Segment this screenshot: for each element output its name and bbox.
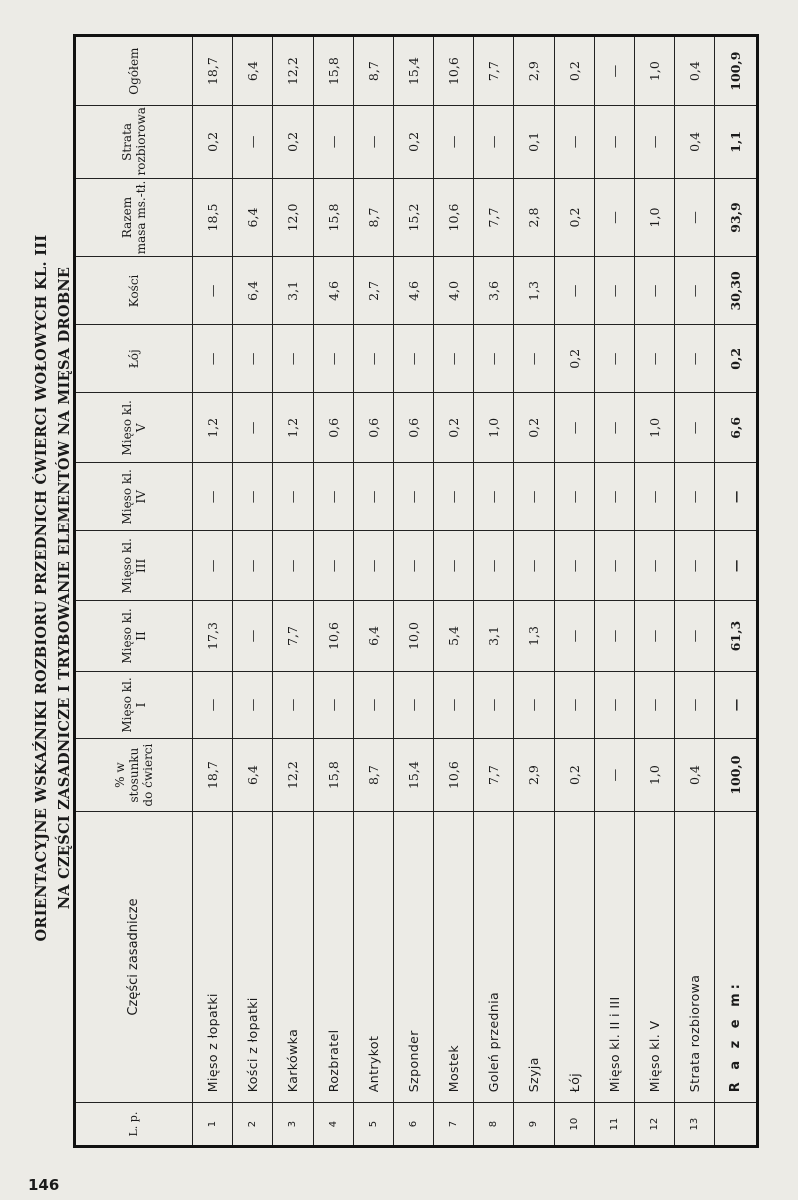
table-row: [554, 36, 594, 1147]
cell-k3: —: [273, 531, 313, 601]
row-name: Antrykot: [353, 811, 393, 1102]
total-kosci: 30,30: [715, 257, 758, 325]
total-row: [715, 36, 758, 1147]
cell-k2: —: [634, 601, 674, 671]
table-row: [193, 36, 233, 1147]
row-name: Goleń przednia: [474, 811, 514, 1102]
cell-k5: —: [233, 393, 273, 463]
cell-kosci: 4,6: [393, 257, 433, 325]
cell-k5: 1,0: [634, 393, 674, 463]
header-pct: % w stosunku do ćwierci: [75, 739, 193, 811]
total-pct: 100,0: [715, 739, 758, 811]
total-ogolem: 100,9: [715, 36, 758, 106]
cell-ogolem: 8,7: [353, 36, 393, 106]
cell-razem: 15,8: [313, 178, 353, 257]
cell-strata: —: [594, 106, 634, 178]
cell-loj: —: [514, 325, 554, 393]
header-row: [75, 36, 193, 1147]
cell-k5: 0,2: [434, 393, 474, 463]
row-lp: 6: [393, 1103, 433, 1147]
cell-ogolem: 15,4: [393, 36, 433, 106]
cell-pct: 15,4: [393, 739, 433, 811]
cell-k5: —: [675, 393, 715, 463]
row-lp: 5: [353, 1103, 393, 1147]
cell-kosci: —: [193, 257, 233, 325]
row-lp: 3: [273, 1103, 313, 1147]
cell-kosci: —: [594, 257, 634, 325]
total-lp: [715, 1103, 758, 1147]
cell-pct: —: [594, 739, 634, 811]
table-row: [594, 36, 634, 1147]
cell-strata: 0,2: [273, 106, 313, 178]
cell-k1: —: [514, 671, 554, 739]
cell-pct: 12,2: [273, 739, 313, 811]
cell-k4: —: [434, 463, 474, 531]
total-razem: 93,9: [715, 178, 758, 257]
header-lp: L. p.: [75, 1103, 193, 1147]
row-name: Mięso kl. II i III: [594, 811, 634, 1102]
cell-kosci: —: [554, 257, 594, 325]
cell-kosci: 3,6: [474, 257, 514, 325]
row-name: Rozbratel: [313, 811, 353, 1102]
cell-loj: —: [474, 325, 514, 393]
cell-pct: 2,9: [514, 739, 554, 811]
cell-razem: 6,4: [233, 178, 273, 257]
cell-k2: 10,0: [393, 601, 433, 671]
cell-pct: 8,7: [353, 739, 393, 811]
cell-razem: 12,0: [273, 178, 313, 257]
row-name: Kości z łopatki: [233, 811, 273, 1102]
cell-k4: —: [273, 463, 313, 531]
cell-k2: 3,1: [474, 601, 514, 671]
cell-k4: —: [393, 463, 433, 531]
header-razem: Razem masa ms.-tł.: [75, 178, 193, 257]
cell-k4: —: [554, 463, 594, 531]
cell-loj: —: [594, 325, 634, 393]
row-lp: 12: [634, 1103, 674, 1147]
page-number: 146: [28, 1176, 60, 1194]
cell-k5: 0,2: [514, 393, 554, 463]
cell-pct: 6,4: [233, 739, 273, 811]
row-lp: 8: [474, 1103, 514, 1147]
cell-ogolem: 12,2: [273, 36, 313, 106]
cell-loj: —: [193, 325, 233, 393]
cell-k2: 6,4: [353, 601, 393, 671]
cell-strata: —: [353, 106, 393, 178]
cell-k3: —: [393, 531, 433, 601]
cell-loj: —: [273, 325, 313, 393]
header-strata: Strata rozbiorowa: [75, 106, 193, 178]
cell-kosci: 3,1: [273, 257, 313, 325]
cell-k2: —: [675, 601, 715, 671]
cell-ogolem: 1,0: [634, 36, 674, 106]
cell-k1: —: [313, 671, 353, 739]
cell-razem: 10,6: [434, 178, 474, 257]
cell-k1: —: [634, 671, 674, 739]
cell-razem: 0,2: [554, 178, 594, 257]
cell-pct: 18,7: [193, 739, 233, 811]
table-row: [313, 36, 353, 1147]
row-name: Mostek: [434, 811, 474, 1102]
cell-razem: 15,2: [393, 178, 433, 257]
cell-k1: —: [434, 671, 474, 739]
total-strata: 1,1: [715, 106, 758, 178]
row-name: Mięso z łopatki: [193, 811, 233, 1102]
cell-ogolem: 10,6: [434, 36, 474, 106]
cell-razem: 7,7: [474, 178, 514, 257]
cell-k3: —: [434, 531, 474, 601]
cell-strata: —: [474, 106, 514, 178]
cell-pct: 1,0: [634, 739, 674, 811]
cell-k2: 1,3: [514, 601, 554, 671]
header-kl2: Mięso kl. II: [75, 601, 193, 671]
cell-k1: —: [594, 671, 634, 739]
cell-razem: 8,7: [353, 178, 393, 257]
cell-k3: —: [474, 531, 514, 601]
row-name: Łój: [554, 811, 594, 1102]
cell-k3: —: [634, 531, 674, 601]
cell-k2: 10,6: [313, 601, 353, 671]
cell-k1: —: [474, 671, 514, 739]
cell-k5: 0,6: [393, 393, 433, 463]
cell-kosci: 4,6: [313, 257, 353, 325]
table-row: [353, 36, 393, 1147]
header-kl1: Mięso kl. I: [75, 671, 193, 739]
cell-k1: —: [233, 671, 273, 739]
cell-kosci: —: [634, 257, 674, 325]
header-kosci: Kości: [75, 257, 193, 325]
cell-k5: —: [594, 393, 634, 463]
cell-razem: —: [594, 178, 634, 257]
cell-k2: 17,3: [193, 601, 233, 671]
total-loj: 0,2: [715, 325, 758, 393]
cell-k4: —: [353, 463, 393, 531]
header-kl3: Mięso kl. III: [75, 531, 193, 601]
cell-k3: —: [514, 531, 554, 601]
table-body: [193, 36, 758, 1147]
cell-k4: —: [514, 463, 554, 531]
cell-k5: 0,6: [353, 393, 393, 463]
table-container: [73, 34, 759, 1148]
cell-loj: —: [675, 325, 715, 393]
cell-ogolem: 0,2: [554, 36, 594, 106]
cell-k3: —: [233, 531, 273, 601]
row-lp: 4: [313, 1103, 353, 1147]
cell-k3: —: [554, 531, 594, 601]
cell-strata: —: [313, 106, 353, 178]
cell-razem: 1,0: [634, 178, 674, 257]
table-row: [675, 36, 715, 1147]
cell-ogolem: 6,4: [233, 36, 273, 106]
cell-k5: 1,2: [273, 393, 313, 463]
cell-k4: —: [634, 463, 674, 531]
cell-k2: —: [594, 601, 634, 671]
total-label: R a z e m:: [715, 811, 758, 1102]
table-row: [474, 36, 514, 1147]
header-czesci: Części zasadnicze: [75, 811, 193, 1102]
cell-ogolem: 2,9: [514, 36, 554, 106]
cell-k4: —: [233, 463, 273, 531]
cell-k1: —: [675, 671, 715, 739]
cell-k3: —: [313, 531, 353, 601]
cell-razem: 18,5: [193, 178, 233, 257]
cell-loj: —: [393, 325, 433, 393]
title-line-1: ORIENTACYJNE WSKAŹNIKI ROZBIORU PRZEDNICH ĆWIERCI WOŁOWYCH KL. III: [33, 234, 50, 942]
header-kl5: Mięso kl. V: [75, 393, 193, 463]
cell-k3: —: [675, 531, 715, 601]
table-row: [233, 36, 273, 1147]
breakdown-table: [73, 34, 759, 1148]
row-lp: 10: [554, 1103, 594, 1147]
total-k1: —: [715, 671, 758, 739]
cell-k1: —: [353, 671, 393, 739]
row-lp: 1: [193, 1103, 233, 1147]
cell-strata: 0,2: [393, 106, 433, 178]
table-row: [514, 36, 554, 1147]
cell-ogolem: —: [594, 36, 634, 106]
cell-k2: 7,7: [273, 601, 313, 671]
cell-k5: 1,2: [193, 393, 233, 463]
cell-loj: —: [634, 325, 674, 393]
cell-ogolem: 18,7: [193, 36, 233, 106]
cell-k4: —: [193, 463, 233, 531]
cell-strata: 0,1: [514, 106, 554, 178]
row-lp: 11: [594, 1103, 634, 1147]
cell-k5: 1,0: [474, 393, 514, 463]
cell-k3: —: [353, 531, 393, 601]
title-line-2: NA CZĘŚCI ZASADNICZE I TRYBOWANIE ELEMENTÓW NA MIĘSA DROBNE: [56, 266, 73, 910]
header-kl4: Mięso kl. IV: [75, 463, 193, 531]
cell-k4: —: [474, 463, 514, 531]
cell-loj: —: [233, 325, 273, 393]
cell-ogolem: 7,7: [474, 36, 514, 106]
cell-kosci: 4,0: [434, 257, 474, 325]
cell-k1: —: [393, 671, 433, 739]
cell-razem: 2,8: [514, 178, 554, 257]
cell-pct: 10,6: [434, 739, 474, 811]
cell-k4: —: [594, 463, 634, 531]
cell-kosci: 2,7: [353, 257, 393, 325]
total-k3: —: [715, 531, 758, 601]
cell-k5: 0,6: [313, 393, 353, 463]
cell-ogolem: 0,4: [675, 36, 715, 106]
cell-kosci: —: [675, 257, 715, 325]
cell-k1: —: [193, 671, 233, 739]
cell-k2: —: [554, 601, 594, 671]
row-name: Szyja: [514, 811, 554, 1102]
row-name: Szponder: [393, 811, 433, 1102]
cell-k3: —: [193, 531, 233, 601]
cell-kosci: 1,3: [514, 257, 554, 325]
table-row: [273, 36, 313, 1147]
row-lp: 7: [434, 1103, 474, 1147]
cell-strata: —: [634, 106, 674, 178]
cell-loj: —: [434, 325, 474, 393]
cell-k1: —: [273, 671, 313, 739]
row-name: Strata rozbiorowa: [675, 811, 715, 1102]
cell-k3: —: [594, 531, 634, 601]
cell-k2: 5,4: [434, 601, 474, 671]
row-name: Karkówka: [273, 811, 313, 1102]
cell-k2: —: [233, 601, 273, 671]
header-loj: Łój: [75, 325, 193, 393]
total-k5: 6,6: [715, 393, 758, 463]
cell-strata: —: [554, 106, 594, 178]
table-row: [393, 36, 433, 1147]
cell-pct: 7,7: [474, 739, 514, 811]
total-k4: —: [715, 463, 758, 531]
cell-k5: —: [554, 393, 594, 463]
table-row: [634, 36, 674, 1147]
cell-loj: —: [353, 325, 393, 393]
row-lp: 2: [233, 1103, 273, 1147]
header-ogolem: Ogółem: [75, 36, 193, 106]
cell-k4: —: [675, 463, 715, 531]
cell-pct: 0,4: [675, 739, 715, 811]
row-name: Mięso kl. V: [634, 811, 674, 1102]
cell-strata: 0,4: [675, 106, 715, 178]
cell-pct: 15,8: [313, 739, 353, 811]
cell-kosci: 6,4: [233, 257, 273, 325]
cell-k1: —: [554, 671, 594, 739]
cell-loj: —: [313, 325, 353, 393]
cell-strata: —: [233, 106, 273, 178]
cell-pct: 0,2: [554, 739, 594, 811]
cell-ogolem: 15,8: [313, 36, 353, 106]
cell-razem: —: [675, 178, 715, 257]
row-lp: 9: [514, 1103, 554, 1147]
cell-k4: —: [313, 463, 353, 531]
row-lp: 13: [675, 1103, 715, 1147]
cell-loj: 0,2: [554, 325, 594, 393]
table-row: [434, 36, 474, 1147]
cell-strata: —: [434, 106, 474, 178]
cell-strata: 0,2: [193, 106, 233, 178]
total-k2: 61,3: [715, 601, 758, 671]
